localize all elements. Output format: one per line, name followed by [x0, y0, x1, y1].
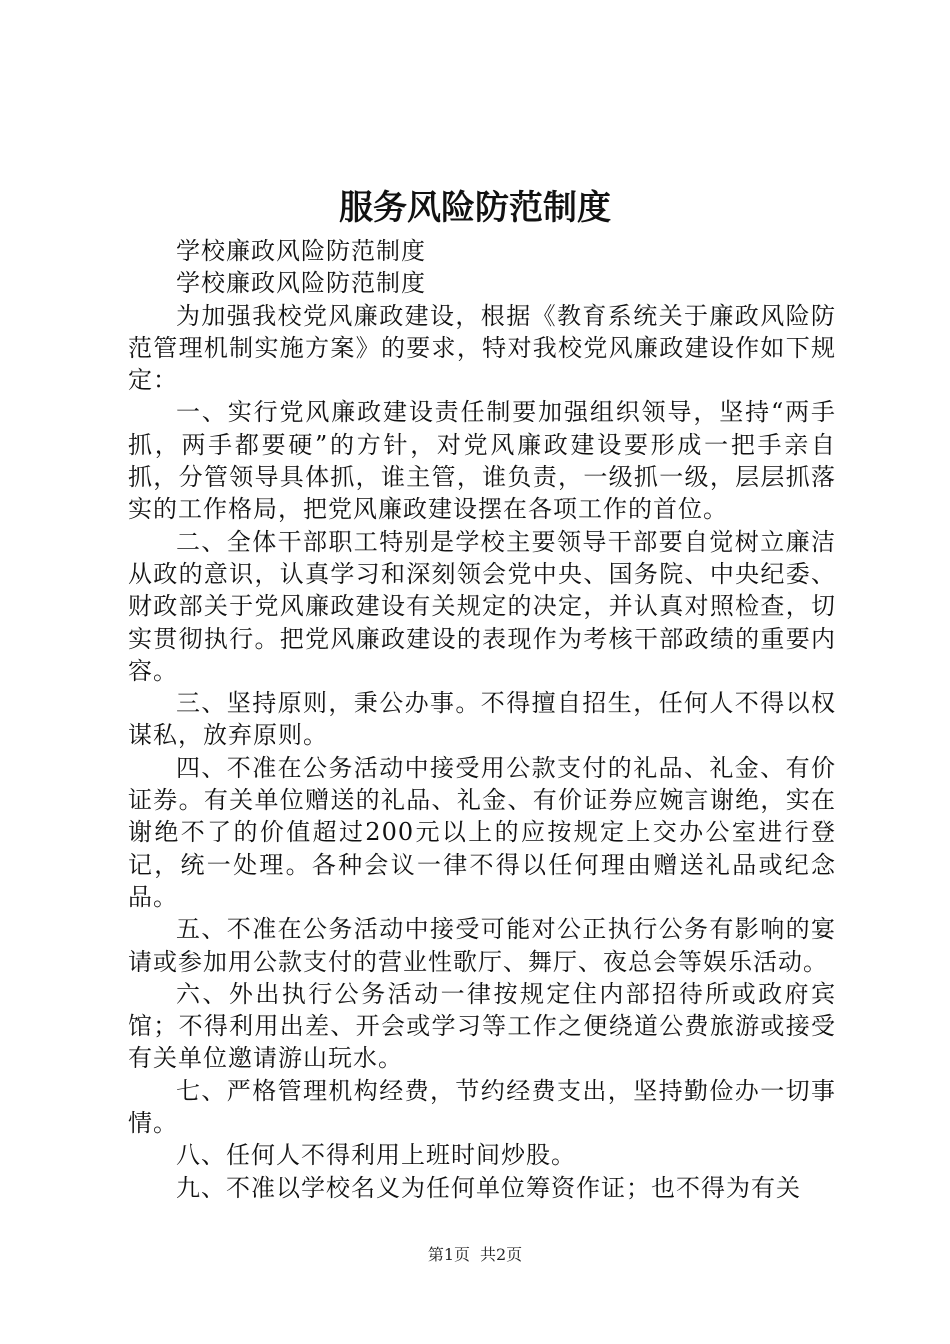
document-body — [128, 235, 836, 1204]
body-paragraph: 四、不准在公务活动中接受用公款支付的礼品、礼金、有价证券。有关单位赠送的礼品、礼金、有价证券应婉言谢绝，实在谢绝不了的价值超过200元以上的应按规定上交办公室进行登记，统一处理。各种会议一律不得以任何理由赠送礼品或纪念品。 — [128, 753, 836, 911]
body-paragraph: 七、严格管理机构经费，节约经费支出，坚持勤俭办一切事情。 — [128, 1076, 836, 1138]
page-total: 共2页 — [480, 1245, 523, 1264]
body-paragraph: 一、实行党风廉政建设责任制要加强组织领导，坚持“两手抓，两手都要硬”的方针，对党风廉政建设要形成一把手亲自抓，分管领导具体抓，谁主管，谁负责，一级抓一级，层层抓落实的工作格局，把党风廉政建设摆在各项工作的首位。 — [128, 398, 836, 524]
page-number: 第1页 — [427, 1245, 470, 1264]
body-paragraph: 学校廉政风险防范制度 — [176, 237, 426, 265]
body-paragraph: 三、坚持原则，秉公办事。不得擅自招生，任何人不得以权谋私，放弃原则。 — [128, 689, 836, 750]
body-paragraph: 六、外出执行公务活动一律按规定住内部招待所或政府宾馆；不得利用出差、开会或学习等工作之便绕道公费旅游或接受有关单位邀请游山玩水。 — [128, 979, 836, 1073]
body-paragraph: 九、不准以学校名义为任何单位筹资作证；也不得为有关 — [176, 1173, 801, 1202]
body-paragraph: 为加强我校党风廉政建设，根据《教育系统关于廉政风险防范管理机制实施方案》的要求，特对我校党风廉政建设作如下规定： — [128, 301, 836, 395]
body-paragraph: 五、不准在公务活动中接受可能对公正执行公务有影响的宴请或参加用公款支付的营业性歌厅、舞厅、夜总会等娱乐活动。 — [128, 915, 836, 976]
page-footer — [0, 1244, 950, 1266]
body-paragraph: 八、任何人不得利用上班时间炒股。 — [176, 1141, 576, 1170]
body-paragraph: 学校廉政风险防范制度 — [176, 269, 426, 298]
document-title: 服务风险防范制度 — [339, 188, 611, 228]
body-paragraph: 二、全体干部职工特别是学校主要领导干部要自觉树立廉洁从政的意识，认真学习和深刻领会党中央、国务院、中央纪委、财政部关于党风廉政建设有关规定的决定，并认真对照检查，切实贯彻执行。把党风廉政建设的表现作为考核干部政绩的重要内容。 — [128, 527, 836, 685]
